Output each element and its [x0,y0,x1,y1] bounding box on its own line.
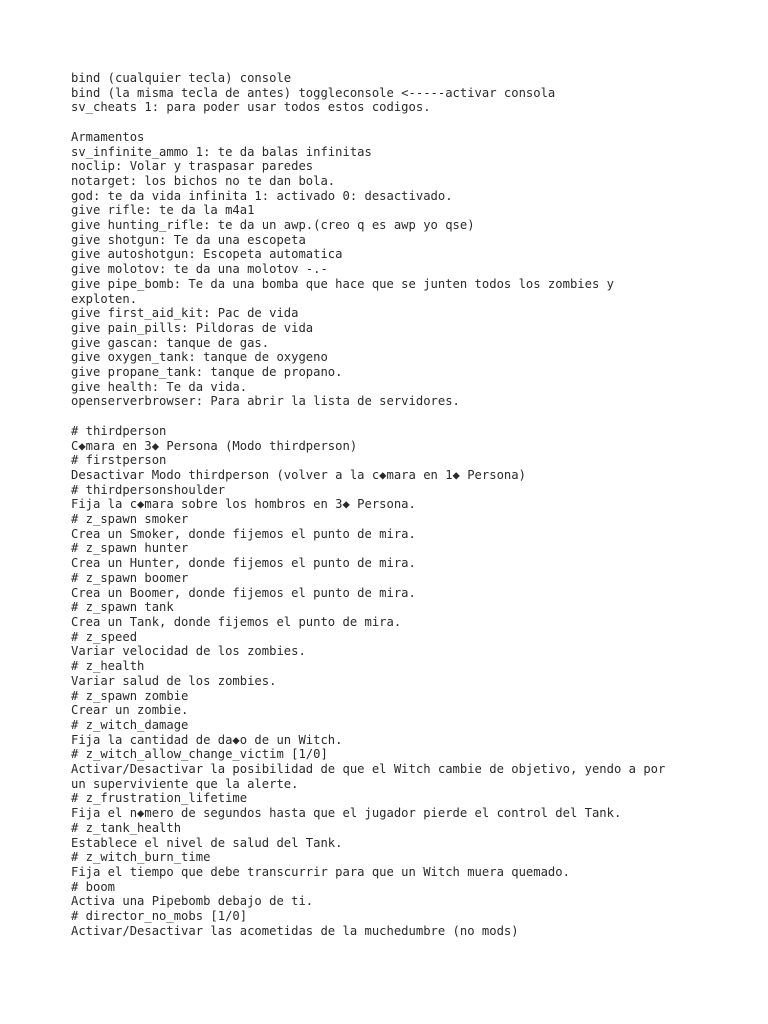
text-line: give oxygen_tank: tanque de oxygeno [71,350,328,365]
command-description: Establece el nivel de salud del Tank. [71,835,343,850]
text-line: bind (la misma tecla de antes) toggleconsole <-----activar consola [71,85,556,100]
command-heading: # z_witch_damage [71,717,189,732]
blank-line [71,115,731,130]
text-line: notarget: los bichos no te dan bola. [71,173,336,188]
text-line: give pipe_bomb: Te da una bomba que hace que se junten todos los zombies y [71,276,614,291]
command-heading: # thirdpersonshoulder [71,482,226,497]
blank-line [71,409,731,424]
command-heading: # z_frustration_lifetime [71,791,248,806]
text-line: openserverbrowser: Para abrir la lista de servidores. [71,394,460,409]
command-description: Activar/Desactivar las acometidas de la muchedumbre (no mods) [71,923,519,938]
command-description: Variar salud de los zombies. [71,673,277,688]
command-heading: # z_spawn zombie [71,688,189,703]
command-description: Crea un Smoker, donde fijemos el punto de mira. [71,526,416,541]
command-description: un superviviente que la alerte. [71,776,299,791]
command-description: Crea un Tank, donde fijemos el punto de mira. [71,614,402,629]
command-description: Crea un Boomer, donde fijemos el punto de mira. [71,585,416,600]
command-heading: # z_spawn smoker [71,512,189,527]
text-line: give shotgun: Te da una escopeta [71,232,306,247]
text-line: give first_aid_kit: Pac de vida [71,306,299,321]
command-description: Crea un Hunter, donde fijemos el punto de mira. [71,556,416,571]
command-description: Desactivar Modo thirdperson (volver a la c◆mara en 1◆ Persona) [71,467,526,482]
command-heading: # firstperson [71,453,167,468]
command-heading: # z_tank_health [71,820,182,835]
command-description: Variar velocidad de los zombies. [71,644,306,659]
document-body [71,71,731,938]
text-line: give rifle: te da la m4a1 [71,203,255,218]
command-description: Fija el tiempo que debe transcurrir para que un Witch muera quemado. [71,864,570,879]
text-line: give health: Te da vida. [71,379,248,394]
command-description: Crear un zombie. [71,703,189,718]
text-line: bind (cualquier tecla) console [71,71,292,85]
command-heading: # director_no_mobs [1/0] [71,909,248,924]
text-line: god: te da vida infinita 1: activado 0: desactivado. [71,188,453,203]
text-line: noclip: Volar y traspasar paredes [71,159,314,174]
text-line: sv_infinite_ammo 1: te da balas infinitas [71,144,372,159]
command-description: Activar/Desactivar la posibilidad de que el Witch cambie de objetivo, yendo a por [71,762,666,777]
command-heading: # thirdperson [71,423,167,438]
text-line: give hunting_rifle: te da un awp.(creo q es awp yo qse) [71,218,475,233]
command-heading: # boom [71,879,116,894]
text-line: give autoshotgun: Escopeta automatica [71,247,343,262]
text-line: give pain_pills: Pildoras de vida [71,320,314,335]
text-line: give molotov: te da una molotov -.- [71,262,328,277]
command-description: Fija la c◆mara sobre los hombros en 3◆ Persona. [71,497,416,512]
command-heading: # z_witch_allow_change_victim [1/0] [71,747,328,762]
command-description: Fija la cantidad de da◆o de un Witch. [71,732,343,747]
command-heading: # z_witch_burn_time [71,850,211,865]
command-heading: # z_health [71,659,145,674]
command-description: Activa una Pipebomb debajo de ti. [71,894,314,909]
text-line: exploten. [71,291,138,306]
text-line: give propane_tank: tanque de propano. [71,365,343,380]
text-line: give gascan: tanque de gas. [71,335,270,350]
command-heading: # z_spawn hunter [71,541,189,556]
text-line: sv_cheats 1: para poder usar todos estos codigos. [71,100,431,115]
command-description: C◆mara en 3◆ Persona (Modo thirdperson) [71,438,358,453]
command-heading: # z_spawn tank [71,600,174,615]
command-description: Fija el n◆mero de segundos hasta que el jugador pierde el control del Tank. [71,806,622,821]
section-heading: Armamentos [71,129,145,144]
command-heading: # z_speed [71,629,138,644]
command-heading: # z_spawn boomer [71,570,189,585]
